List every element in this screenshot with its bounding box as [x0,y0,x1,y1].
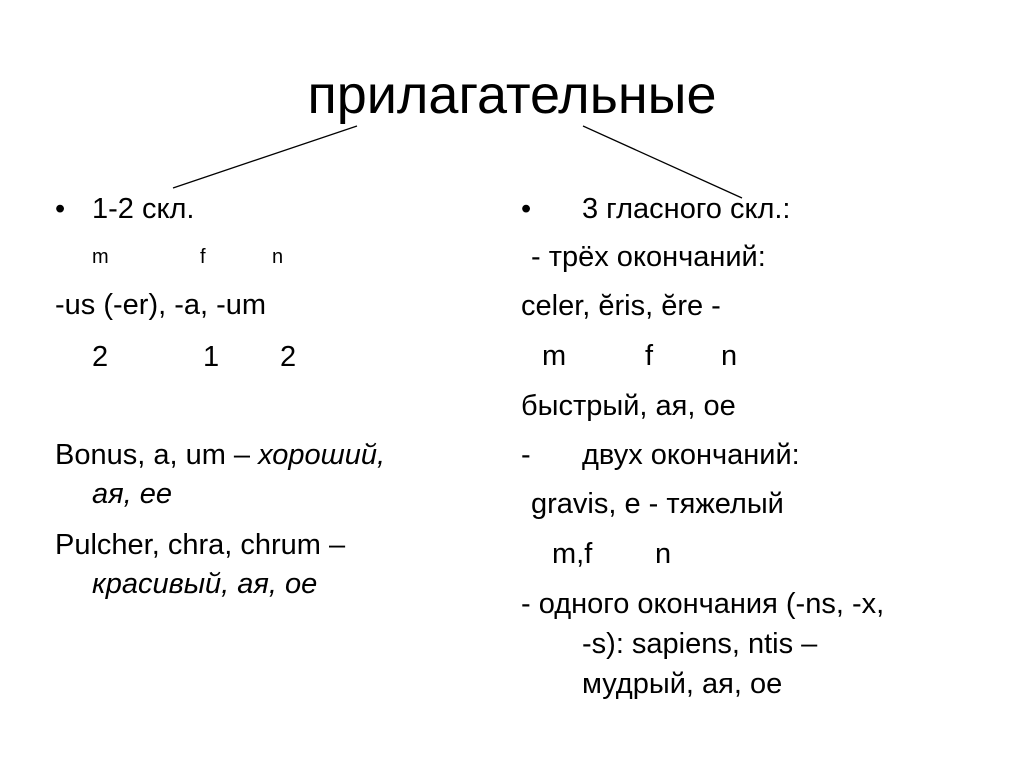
left-gender-f: f [200,246,206,268]
left-gender-m: m [92,246,109,268]
left-decl-m: 2 [92,341,109,373]
slide-title: прилагательные [307,65,717,125]
one-ending-line3: мудрый, ая, ое [582,668,783,700]
left-decl-f: 1 [203,341,220,373]
right-gender-n2: n [655,538,672,570]
left-gender-n: n [272,246,284,268]
one-ending-line1: - одного окончания (-ns, -x, [521,588,885,620]
branch-line-left [173,126,357,188]
three-endings-label: - трёх окончаний: [531,241,766,273]
one-ending-line2: -s): sapiens, ntis – [582,628,818,660]
two-endings-label: двух окончаний: [582,439,800,471]
left-bullet: • [55,193,66,225]
gravis-forms: gravis, e - тяжелый [531,488,784,520]
right-gender-m: m [542,340,567,372]
example-bonus-latin: Bonus, a, um – [55,439,259,471]
left-heading: 1-2 скл. [92,193,195,225]
example-pulcher-translation: красивый, ая, ое [92,568,318,600]
right-gender-f: f [645,340,654,372]
left-endings: -us (-er), -a, -um [55,289,267,321]
left-decl-n: 2 [280,341,297,373]
example-bonus-translation-cont: ая, ее [92,478,172,510]
celer-translation: быстрый, ая, ое [521,390,736,422]
example-pulcher-latin: Pulcher, chra, chrum – [55,529,346,561]
right-bullet: • [521,193,532,225]
right-heading: 3 гласного скл.: [582,193,791,225]
branch-line-right [583,126,742,198]
example-bonus-translation: хороший, [258,439,386,471]
two-endings-dash: - [521,439,531,471]
example-bonus [55,438,385,472]
right-gender-mf: m,f [552,538,593,570]
right-gender-n: n [721,340,738,372]
celer-forms: celer, ĕris, ĕre - [521,290,721,322]
